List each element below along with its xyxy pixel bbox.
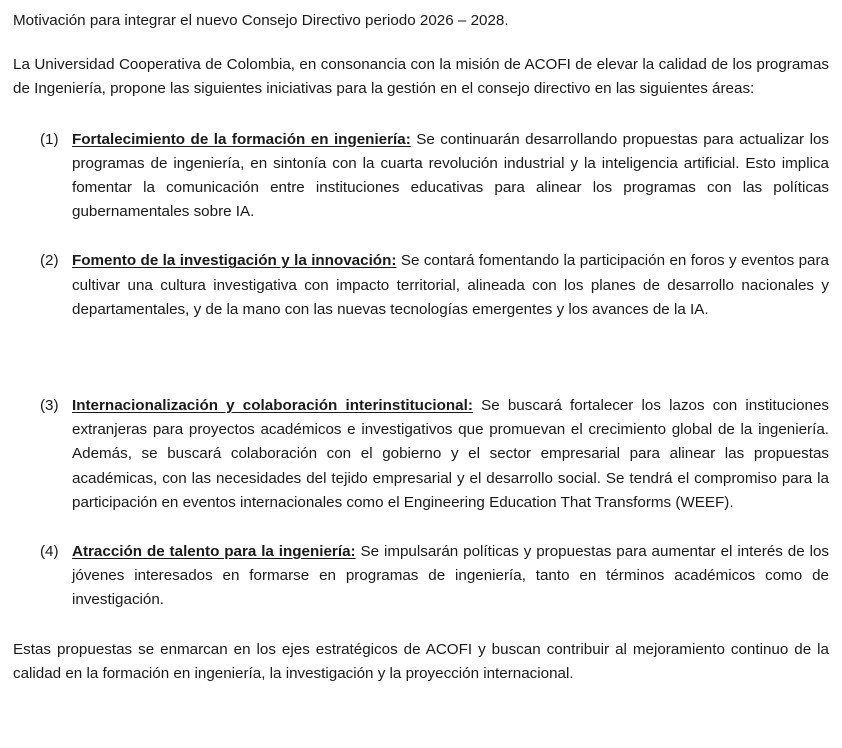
initiative-item-1	[40, 128, 829, 225]
item-body: Se continuarán desarrollando propuestas para actualizar los programas de ingeniería, en sintonía con la cuarta revolución industrial y la inteligencia artificial. Esto implica fomentar la comunicación entre instituciones educativas para alinear los programas con las políticas gubernamentales sobre IA.	[72, 130, 829, 221]
initiative-item-2	[40, 249, 829, 322]
item-number: (3)	[40, 397, 59, 415]
item-body: Se buscará fortalecer los lazos con instituciones extranjeras para proyectos académicos e investigativos que promuevan el crecimiento global de la ingeniería. Además, se buscará colaboración con el gobierno y el sector empresarial para alinear las propuestas académicas, con las necesidades del tejido empresarial y el desarrollo social. Se tendrá el compromiso para la participación en eventos internacionales como el Engineering Education That Transforms (WEEF).	[72, 397, 830, 511]
item-heading: Internacionalización y colaboración interinstitucional	[72, 397, 468, 415]
item-heading-separator: :	[467, 397, 473, 415]
initiative-item-3	[40, 394, 830, 515]
intro-paragraph: La Universidad Cooperativa de Colombia, en consonancia con la misión de ACOFI de elevar la calidad de los programas de Ingeniería, propone las siguientes iniciativas para la gestión en el consejo directivo en las siguientes áreas:	[13, 56, 829, 98]
closing-paragraph: Estas propuestas se enmarcan en los ejes estratégicos de ACOFI y buscan contribuir al mejoramiento continuo de la calidad en la formación en ingeniería, la investigación y la proyección internacional.	[13, 640, 829, 682]
item-heading-separator: :	[350, 543, 356, 561]
document-page	[13, 9, 829, 686]
item-heading-separator: :	[391, 252, 397, 270]
item-body: Se impulsarán políticas y propuestas para aumentar el interés de los jóvenes interesados en formarse en programas de ingeniería, tanto en términos académicos como de investigación.	[72, 543, 830, 609]
item-heading: Fomento de la investigación y la innovación	[72, 252, 392, 270]
initiative-item-4	[40, 540, 830, 613]
item-heading: Atracción de talento para la ingeniería	[72, 543, 351, 561]
item-number: (4)	[40, 543, 59, 561]
item-heading-separator: :	[405, 130, 411, 148]
document-title: Motivación para integrar el nuevo Consejo Directivo periodo 2026 – 2028.	[13, 12, 509, 29]
item-number: (1)	[40, 130, 59, 148]
item-number: (2)	[40, 252, 59, 270]
item-body: Se contará fomentando la participación en foros y eventos para cultivar una cultura investigativa con impacto territorial, alineada con los planes de desarrollo nacionales y departamentales, y de la mano con las nuevas tecnologías emergentes y los avances de la IA.	[72, 252, 829, 318]
item-heading: Fortalecimiento de la formación en ingeniería	[72, 130, 406, 148]
